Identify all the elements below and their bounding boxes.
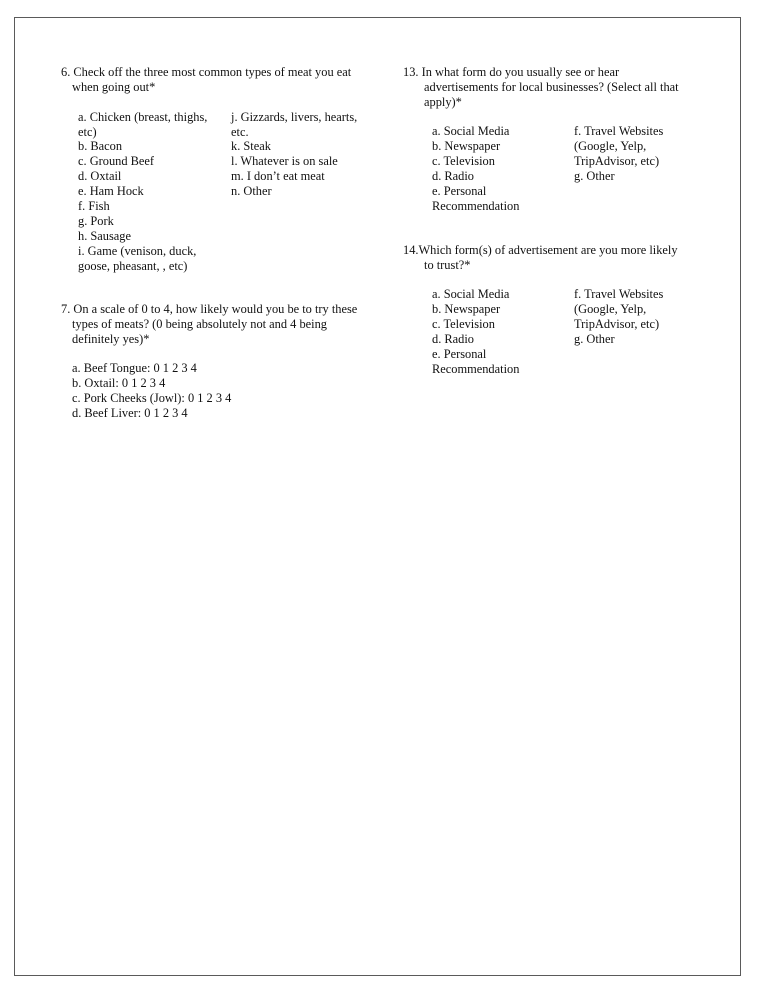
q6-option-i[interactable]: i. Game (venison, duck, (78, 244, 197, 258)
q6-option-h[interactable]: h. Sausage (78, 229, 131, 243)
q6-option-j-cont: etc. (231, 125, 249, 139)
q6-prompt-line-1: 6. Check off the three most common types of meat you eat (61, 65, 352, 79)
q13-prompt-line-1: 13. In what form do you usually see or hear (403, 65, 620, 79)
q14-option-d[interactable]: d. Radio (432, 332, 474, 346)
q6-option-c[interactable]: c. Ground Beef (78, 154, 155, 168)
q14-prompt-line-2: to trust?* (424, 258, 471, 272)
q13-option-e[interactable]: e. Personal (432, 184, 487, 198)
q14-option-f-cont-1: (Google, Yelp, (574, 302, 647, 316)
q13-option-f[interactable]: f. Travel Websites (574, 124, 664, 138)
q6-option-k[interactable]: k. Steak (231, 139, 271, 153)
q7-item-oxtail[interactable]: b. Oxtail: 0 1 2 3 4 (72, 376, 166, 390)
q6-option-a[interactable]: a. Chicken (breast, thighs, (78, 110, 208, 124)
q7-prompt-line-1: 7. On a scale of 0 to 4, how likely would you be to try these (61, 302, 358, 316)
q7-item-pork-cheeks[interactable]: c. Pork Cheeks (Jowl): 0 1 2 3 4 (72, 391, 232, 405)
q14-option-g[interactable]: g. Other (574, 332, 615, 346)
q14-option-e-cont: Recommendation (432, 362, 520, 376)
q14-option-f[interactable]: f. Travel Websites (574, 287, 664, 301)
q13-option-f-cont-1: (Google, Yelp, (574, 139, 647, 153)
q13-option-f-cont-2: TripAdvisor, etc) (574, 154, 660, 168)
q13-prompt-line-2: advertisements for local businesses? (Select all that (424, 80, 679, 94)
q13-option-a[interactable]: a. Social Media (432, 124, 510, 138)
q13-prompt-line-3: apply)* (424, 95, 462, 109)
q14-option-e[interactable]: e. Personal (432, 347, 487, 361)
q6-option-f[interactable]: f. Fish (78, 199, 110, 213)
q14-option-a[interactable]: a. Social Media (432, 287, 510, 301)
q6-option-d[interactable]: d. Oxtail (78, 169, 122, 183)
q6-option-n[interactable]: n. Other (231, 184, 272, 198)
q14-prompt-line-1: 14.Which form(s) of advertisement are you more likely (403, 243, 678, 257)
q13-option-g[interactable]: g. Other (574, 169, 615, 183)
q6-option-a-cont: etc) (78, 125, 97, 139)
q6-option-l[interactable]: l. Whatever is on sale (231, 154, 338, 168)
q6-prompt-line-2: when going out* (72, 80, 156, 94)
q6-option-g[interactable]: g. Pork (78, 214, 114, 228)
q14-option-c[interactable]: c. Television (432, 317, 495, 331)
q6-option-b[interactable]: b. Bacon (78, 139, 123, 153)
q7-item-beef-liver[interactable]: d. Beef Liver: 0 1 2 3 4 (72, 406, 188, 420)
q7-item-beef-tongue[interactable]: a. Beef Tongue: 0 1 2 3 4 (72, 361, 197, 375)
q6-option-j[interactable]: j. Gizzards, livers, hearts, (231, 110, 358, 124)
q13-option-c[interactable]: c. Television (432, 154, 495, 168)
q7-prompt-line-3: definitely yes)* (72, 332, 150, 346)
q6-option-m[interactable]: m. I don’t eat meat (231, 169, 325, 183)
q13-option-e-cont: Recommendation (432, 199, 520, 213)
q7-prompt-line-2: types of meats? (0 being absolutely not and 4 being (72, 317, 327, 331)
q6-option-e[interactable]: e. Ham Hock (78, 184, 144, 198)
q13-option-d[interactable]: d. Radio (432, 169, 474, 183)
q14-option-b[interactable]: b. Newspaper (432, 302, 501, 316)
q6-option-i-cont: goose, pheasant, , etc) (78, 259, 188, 273)
q13-option-b[interactable]: b. Newspaper (432, 139, 501, 153)
q14-option-f-cont-2: TripAdvisor, etc) (574, 317, 660, 331)
